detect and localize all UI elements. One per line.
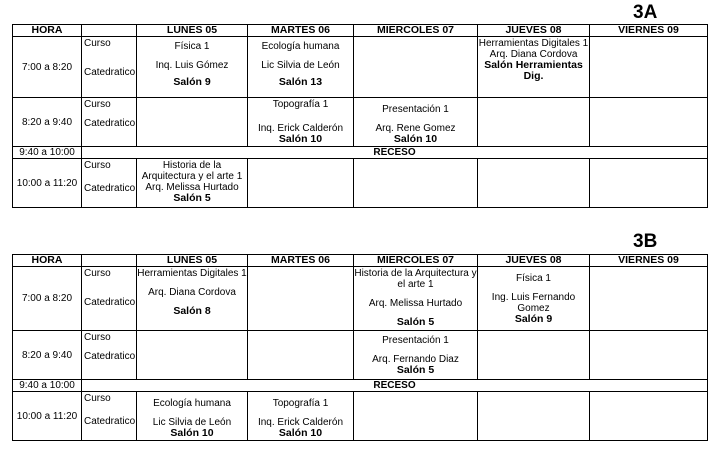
recess-row: [13, 147, 708, 159]
class-cell: [478, 37, 590, 98]
class-cell: [354, 37, 478, 98]
course-name: Física 1: [515, 273, 551, 284]
class-cell: [478, 267, 590, 331]
hora-header: HORA: [13, 25, 82, 37]
course-name: Herramientas Digitales 1: [137, 268, 247, 279]
time-cell: 10:00 a 11:20: [13, 159, 82, 208]
professor-name: Inq. Erick Calderón: [257, 417, 344, 428]
time-cell: 7:00 a 8:20: [13, 37, 82, 98]
curso-label: Curso: [84, 99, 111, 110]
class-cell: [590, 267, 708, 331]
room-name: Salón 10: [393, 133, 438, 145]
catedratico-label: Catedratico: [84, 183, 136, 194]
time-cell: 9:40 a 10:00: [13, 380, 82, 392]
class-cell: [354, 267, 478, 331]
meta-cell: [82, 331, 137, 380]
day-header-mon: LUNES 05: [137, 25, 248, 37]
class-cell: [478, 331, 590, 380]
professor-name: Arq. Melissa Hurtado: [368, 298, 463, 309]
recess-label: RECESO: [82, 147, 708, 159]
slot-row: [13, 98, 708, 147]
room-name: Salón 10: [278, 133, 323, 145]
group-title-3b: 3B: [633, 231, 658, 252]
class-cell: [590, 159, 708, 208]
class-cell: [137, 331, 248, 380]
course-name: Herramientas Digitales 1: [478, 38, 589, 49]
course-name: Presentación 1: [382, 335, 449, 346]
time-cell: 8:20 a 9:40: [13, 98, 82, 147]
day-header-tue: MARTES 06: [248, 255, 354, 267]
professor-name: Arq. Diana Cordova: [148, 287, 236, 298]
recess-label: RECESO: [82, 380, 708, 392]
time-cell: 10:00 a 11:20: [13, 392, 82, 441]
room-name: Salón 5: [396, 364, 435, 376]
class-cell: [478, 392, 590, 441]
time-cell: 9:40 a 10:00: [13, 147, 82, 159]
schedule-table-3b: [12, 254, 708, 441]
curso-label: Curso: [84, 332, 111, 343]
professor-name: Arq. Rene Gomez: [375, 123, 456, 134]
class-cell: [248, 392, 354, 441]
room-name: Salón 8: [173, 305, 211, 317]
course-name: Ecología humana: [261, 41, 340, 52]
meta-cell: [82, 392, 137, 441]
meta-cell: [82, 159, 137, 208]
slot-row: [13, 267, 708, 331]
class-cell: [248, 331, 354, 380]
professor-name: Lic Silvia de León: [261, 60, 340, 71]
meta-cell: [82, 98, 137, 147]
meta-cell: [82, 37, 137, 98]
course-name: Topografía 1: [272, 398, 329, 409]
header-row: [13, 25, 708, 37]
professor-name: Inq. Erick Calderón: [257, 123, 344, 134]
blank-header: [82, 255, 137, 267]
meta-cell: [82, 267, 137, 331]
class-cell: [137, 98, 248, 147]
class-cell: [354, 331, 478, 380]
time-cell: 8:20 a 9:40: [13, 331, 82, 380]
day-header-thu: JUEVES 08: [478, 25, 590, 37]
time-cell: 7:00 a 8:20: [13, 267, 82, 331]
course-name: Ecología humana: [153, 398, 231, 409]
curso-label: Curso: [84, 268, 111, 279]
recess-row: [13, 380, 708, 392]
class-cell: [478, 98, 590, 147]
class-cell: [248, 37, 354, 98]
course-name: Topografía 1: [272, 99, 329, 110]
curso-label: Curso: [84, 160, 111, 171]
professor-name: Ing. Luis Fernando Gomez: [491, 292, 576, 314]
professor-name: Arq. Diana Cordova: [489, 49, 578, 60]
day-header-wed: MIERCOLES 07: [354, 255, 478, 267]
curso-label: Curso: [84, 38, 111, 49]
schedule-table-3a: [12, 24, 708, 208]
class-cell: [590, 392, 708, 441]
professor-name: Arq. Fernando Diaz: [372, 354, 459, 365]
class-cell: [354, 98, 478, 147]
day-header-mon: LUNES 05: [137, 255, 248, 267]
slot-row: [13, 37, 708, 98]
day-header-fri: VIERNES 09: [590, 255, 708, 267]
room-name: Salón Herramientas Dig.: [484, 59, 583, 82]
catedratico-label: Catedratico: [84, 416, 136, 427]
catedratico-label: Catedratico: [84, 297, 136, 308]
room-name: Salón 9: [514, 313, 553, 325]
class-cell: [354, 159, 478, 208]
class-cell: [478, 159, 590, 208]
curso-label: Curso: [84, 393, 111, 404]
course-name: Presentación 1: [382, 104, 449, 115]
room-name: Salón 9: [173, 76, 211, 88]
day-header-thu: JUEVES 08: [478, 255, 590, 267]
room-name: Salón 5: [173, 192, 211, 204]
course-name: Historia de la Arquitectura y el arte 1: [354, 268, 477, 290]
class-cell: [137, 159, 248, 208]
catedratico-label: Catedratico: [84, 67, 136, 78]
class-cell: [248, 98, 354, 147]
class-cell: [354, 392, 478, 441]
course-name: Historia de la Arquitectura y el arte 1: [141, 160, 243, 182]
slot-row: [13, 331, 708, 380]
catedratico-label: Catedratico: [84, 118, 136, 129]
catedratico-label: Catedratico: [84, 351, 136, 362]
professor-name: Lic Silvia de León: [152, 417, 232, 428]
class-cell: [248, 159, 354, 208]
room-name: Salón 5: [396, 316, 435, 328]
room-name: Salón 10: [278, 427, 323, 439]
professor-name: Arq. Melissa Hurtado: [145, 182, 239, 193]
class-cell: [590, 98, 708, 147]
class-cell: [590, 37, 708, 98]
class-cell: [137, 267, 248, 331]
header-row: [13, 255, 708, 267]
class-cell: [137, 37, 248, 98]
day-header-tue: MARTES 06: [248, 25, 354, 37]
room-name: Salón 10: [170, 427, 214, 439]
day-header-wed: MIERCOLES 07: [354, 25, 478, 37]
professor-name: Inq. Luis Gómez: [155, 60, 229, 71]
course-name: Física 1: [174, 41, 210, 52]
class-cell: [590, 331, 708, 380]
day-header-fri: VIERNES 09: [590, 25, 708, 37]
class-cell: [248, 267, 354, 331]
slot-row: [13, 159, 708, 208]
blank-header: [82, 25, 137, 37]
hora-header: HORA: [13, 255, 82, 267]
room-name: Salón 13: [278, 76, 323, 88]
class-cell: [137, 392, 248, 441]
group-title-3a: 3A: [633, 2, 658, 23]
slot-row: [13, 392, 708, 441]
